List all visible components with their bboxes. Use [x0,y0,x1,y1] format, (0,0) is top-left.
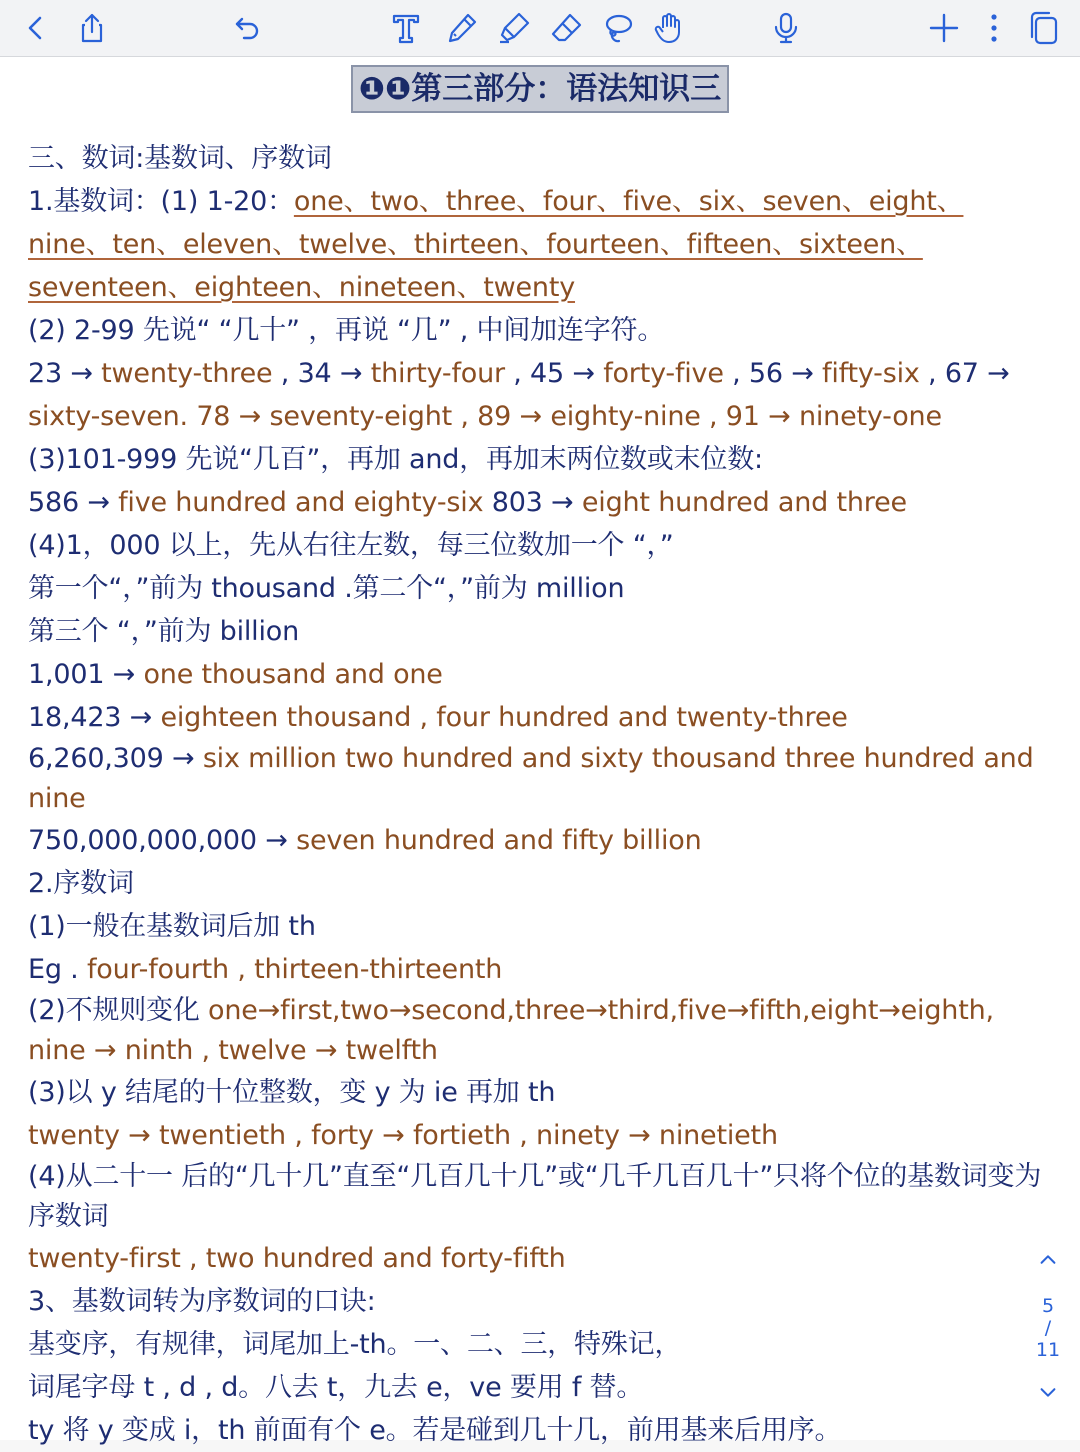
text-line [28,610,1048,653]
page-indicator [1026,1245,1070,1407]
microphone-icon[interactable] [764,6,808,50]
text-line [28,567,1048,610]
current-page: 5 [1041,1295,1055,1317]
body-text: 第一个“，”前为 thousand .第二个“，”前为 million [28,573,625,604]
text-line [28,352,1048,395]
example-text: eighteen thousand , four hundred and twenty-three [160,702,848,733]
text-line [28,862,1048,905]
text-line [28,223,1048,266]
text-line [28,1237,1048,1280]
example-text: twenty → twentieth , forty → fortieth , ninety → ninetieth [28,1120,778,1151]
body-text: , 45 → [504,358,604,389]
text-line [28,819,1048,862]
text-line [28,905,1048,948]
example-text: four-fourth , thirteen-thirteenth [86,954,503,985]
body-text: (1)一般在基数词后加 th [28,911,316,942]
body-text: (4)从二十一 后的“几十几”直至“几百几十几”或“几千几百几十”只将个位的基数词变为序数词 [28,1161,1042,1232]
example-text: twenty-three [101,358,273,389]
page-separator: / [1044,1317,1052,1339]
body-text: ty 将 y 变成 i，th 前面有个 e。若是碰到几十几，前用基来后用序。 [28,1415,842,1446]
body-text: 第三个 “，”前为 billion [28,616,300,647]
highlighter-icon[interactable] [492,6,536,50]
text-tool-icon[interactable] [384,6,428,50]
chevron-left-icon[interactable] [14,6,58,50]
body-text: 1.基数词：(1) 1-20： [28,186,294,217]
text-line [28,137,1048,180]
lasso-icon[interactable] [596,6,640,50]
body-text: (4)1，000 以上，先从右往左数，每三位数加一个 “，” [28,530,674,561]
text-line [28,395,1048,438]
body-text: Eg . [28,954,87,985]
plus-icon[interactable] [922,6,966,50]
text-line [28,1323,1048,1366]
body-text: , 34 → [272,358,371,389]
example-text: sixty-seven. 78 → seventy-eight , 89 → eighty-nine , 91 → ninety-one [28,401,942,432]
more-icon[interactable] [972,6,1016,50]
share-icon[interactable] [70,6,114,50]
example-text: one thousand and one [143,659,443,690]
pen-icon[interactable] [440,6,484,50]
body-text: 586 → [28,487,119,518]
document-page [0,57,1080,1446]
page-title: ❶❶第三部分：语法知识三 [351,65,730,113]
text-line [28,653,1048,696]
body-text: 3、基数词转为序数词的口诀: [28,1286,376,1317]
body-text: 词尾字母 t , d , d。八去 t，九去 e，ve 要用 f 替。 [28,1372,644,1403]
text-line [28,1071,1048,1114]
body-text: (2)不规则变化 [28,995,209,1026]
body-text: 1,001 → [28,659,144,690]
body-text: 基变序，有规律，词尾加上-th。一、二、三，特殊记， [28,1329,682,1360]
example-text: twenty-first , two hundred and forty-fifth [28,1243,566,1274]
text-line [28,1114,1048,1157]
text-line [28,739,1048,819]
body-text: 750,000,000,000 → [28,825,297,856]
text-line [28,438,1048,481]
body-text: 6,260,309 → [28,743,203,774]
body-text: 2.序数词 [28,868,134,899]
text-line [28,1366,1048,1409]
body-text: (3)101-999 先说“几百”，再加 and，再加末两位数或末位数: [28,444,763,475]
body-text: 18,423 → [28,702,161,733]
example-text: seven hundred and fifty billion [296,825,702,856]
text-line [28,180,1048,223]
text-line [28,991,1048,1071]
example-text: six million two hundred and sixty thousand three hundred and nine [28,743,1034,814]
text-line [28,948,1048,991]
body-text: , 67 → [919,358,1010,389]
undo-icon[interactable] [226,6,270,50]
text-line [28,1409,1048,1452]
page-down-icon[interactable] [1026,1377,1070,1407]
body-text: 三、数词:基数词、序数词 [28,143,332,174]
text-line [28,1280,1048,1323]
body-text: (3)以 y 结尾的十位整数，变 y 为 ie 再加 th [28,1077,556,1108]
example-text: nine、ten、eleven、twelve、thirteen、fourteen、fifteen、sixteen、 [28,229,923,260]
total-pages: 11 [1035,1339,1061,1361]
body-text: (2) 2-99 先说“ “几十” ，再说 “几” , 中间加连字符。 [28,315,665,346]
hand-pointer-icon[interactable] [646,6,690,50]
text-line [28,481,1048,524]
example-text: one、two、three、four、five、six、seven、eight、 [293,186,964,217]
text-line [28,524,1048,567]
example-text: five hundred and eighty-six [118,487,484,518]
page-up-icon[interactable] [1026,1245,1070,1275]
pages-icon[interactable] [1022,6,1066,50]
example-text: eight hundred and three [581,487,907,518]
example-text: seventeen、eighteen、nineteen、twenty [28,272,576,303]
text-line [28,309,1048,352]
eraser-icon[interactable] [544,6,588,50]
text-line [28,696,1048,739]
example-text: thirty-four [370,358,505,389]
text-line [28,266,1048,309]
text-line [28,1157,1048,1237]
example-text: one→first,two→second,three→third,five→fifth,eight→eighth, nine → ninth , twelve → twelfth [28,995,994,1066]
example-text: fifty-six [822,358,920,389]
body-text: 23 → [28,358,102,389]
body-text: 803 → [483,487,582,518]
example-text: forty-five [603,358,724,389]
body-text: , 56 → [723,358,823,389]
document-content [28,137,1048,1452]
toolbar [0,0,1080,57]
